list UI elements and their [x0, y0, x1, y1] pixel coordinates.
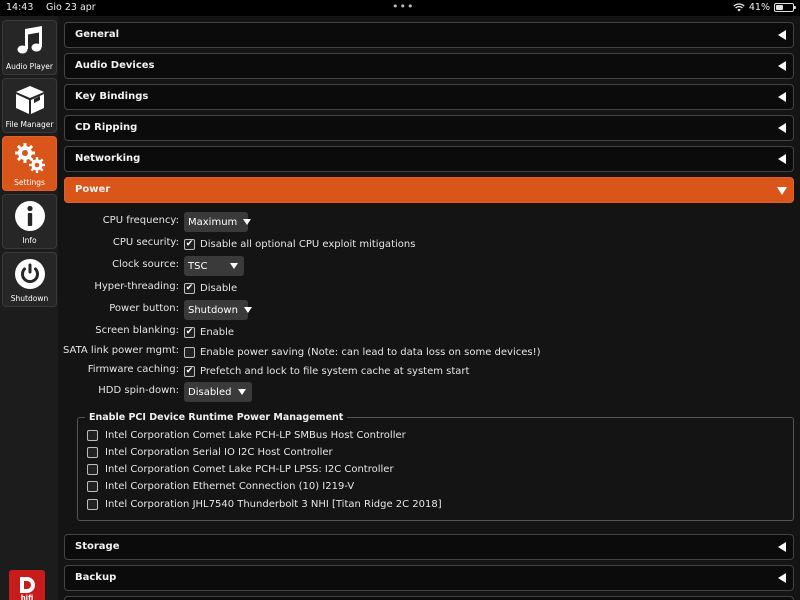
screen-blanking-label: Screen blanking:	[95, 325, 179, 336]
collapse-arrow-icon	[778, 573, 786, 583]
pci-device-item	[87, 462, 394, 477]
power-button-select[interactable]	[184, 300, 248, 320]
wifi-icon	[733, 3, 745, 12]
section-title: Storage	[75, 541, 120, 552]
pci-device-checkbox[interactable]	[87, 499, 98, 510]
battery-icon	[774, 3, 794, 12]
select-value: Shutdown	[188, 304, 238, 316]
chevron-down-icon	[243, 219, 251, 225]
pci-device-item	[87, 479, 354, 494]
pci-power-legend: Enable PCI Device Runtime Power Management	[85, 412, 347, 423]
power-button-label: Power button:	[109, 303, 179, 314]
clock-source-select[interactable]	[184, 256, 244, 276]
sidebar	[0, 16, 58, 600]
status-right	[733, 2, 794, 13]
firmware-caching-checkbox[interactable]: ✔	[185, 365, 194, 376]
sidebar-item-settings[interactable]	[2, 136, 57, 191]
sidebar-item-shutdown[interactable]	[2, 252, 57, 307]
row-hdd-spin-down	[58, 382, 800, 402]
app-logo	[9, 570, 45, 600]
checkbox-text: Prefetch and lock to file system cache at system start	[200, 365, 470, 377]
sidebar-item-audio-player[interactable]	[2, 20, 57, 75]
collapse-arrow-icon	[778, 542, 786, 552]
multitasking-dots-icon[interactable]: •••	[392, 0, 415, 13]
checkbox-text: Enable	[200, 326, 235, 338]
section-title: Power	[75, 184, 111, 195]
info-icon	[13, 199, 47, 233]
hyper-threading-checkbox[interactable]: ✔	[185, 282, 194, 293]
collapse-arrow-icon	[778, 92, 786, 102]
checkbox-text: Disable all optional CPU exploit mitigations	[200, 238, 416, 250]
sidebar-item-label: Info	[22, 236, 37, 245]
pci-device-checkbox[interactable]	[87, 430, 98, 441]
gears-icon	[13, 141, 47, 175]
sidebar-item-label: Audio Player	[5, 62, 54, 71]
section-title: Audio Devices	[75, 60, 155, 71]
section-title: Key Bindings	[75, 91, 149, 102]
pci-device-label: Intel Corporation Serial IO I2C Host Controller	[105, 447, 333, 458]
select-value: TSC	[188, 260, 208, 272]
collapse-arrow-icon	[778, 123, 786, 133]
section-general[interactable]	[64, 22, 794, 48]
select-value: Maximum	[188, 216, 238, 228]
sidebar-item-file-manager[interactable]	[2, 78, 57, 133]
cpu-security-checkbox[interactable]: ✔	[185, 238, 194, 249]
section-audio-devices[interactable]	[64, 53, 794, 79]
section-storage[interactable]	[64, 534, 794, 560]
cpu-frequency-select[interactable]	[184, 212, 248, 232]
collapse-arrow-icon	[778, 30, 786, 40]
row-sata-link	[58, 342, 800, 362]
section-title: Networking	[75, 153, 141, 164]
pci-device-item	[87, 445, 333, 460]
status-time: 14:43	[6, 2, 34, 13]
hdd-spin-down-label: HDD spin-down:	[98, 385, 179, 396]
section-title: General	[75, 29, 119, 40]
chevron-down-icon	[244, 307, 252, 313]
section-title: Backup	[75, 572, 117, 583]
pci-device-item	[87, 497, 442, 512]
chevron-down-icon	[238, 389, 246, 395]
section-backup[interactable]	[64, 565, 794, 591]
status-date: Gio 23 apr	[46, 2, 96, 13]
cpu-security-label: CPU security:	[112, 237, 179, 248]
row-screen-blanking	[58, 322, 800, 342]
hyper-threading-label: Hyper-threading:	[94, 281, 179, 292]
sidebar-item-label: File Manager	[5, 120, 54, 129]
row-cpu-security	[58, 234, 800, 254]
power-icon	[13, 257, 47, 291]
section-key-bindings[interactable]	[64, 84, 794, 110]
pci-device-checkbox[interactable]	[87, 447, 98, 458]
sidebar-item-info[interactable]	[2, 194, 57, 249]
logo-text: hifi	[20, 593, 34, 600]
box-icon	[13, 83, 47, 117]
status-bar	[0, 0, 800, 16]
sata-link-label: SATA link power mgmt:	[62, 345, 179, 356]
row-firmware-caching	[58, 361, 800, 381]
pci-device-checkbox[interactable]	[87, 464, 98, 475]
checkbox-text: Disable	[200, 282, 238, 294]
row-power-button	[58, 300, 800, 320]
pci-device-label: Intel Corporation JHL7540 Thunderbolt 3 NHI [Titan Ridge 2C 2018]	[105, 499, 442, 510]
checkbox-text: Enable power saving (Note: can lead to data loss on some devices!)	[200, 346, 541, 358]
hdd-spin-down-select[interactable]	[184, 382, 252, 402]
sidebar-item-label: Settings	[14, 178, 45, 187]
clock-source-label: Clock source:	[112, 259, 179, 270]
row-clock-source	[58, 256, 800, 276]
pci-device-label: Intel Corporation Comet Lake PCH-LP LPSS: I2C Controller	[105, 464, 394, 475]
firmware-caching-label: Firmware caching:	[87, 364, 179, 375]
collapse-arrow-icon	[778, 154, 786, 164]
section-power[interactable]	[64, 177, 794, 203]
expand-arrow-icon	[777, 187, 787, 195]
chevron-down-icon	[230, 263, 238, 269]
section-networking[interactable]	[64, 146, 794, 172]
pci-device-label: Intel Corporation Ethernet Connection (10) I219-V	[105, 481, 355, 492]
section-next-partial[interactable]	[64, 596, 794, 600]
music-note-icon	[13, 25, 47, 59]
row-cpu-frequency	[58, 212, 800, 232]
sata-link-checkbox[interactable]	[184, 347, 195, 358]
sidebar-item-label: Shutdown	[10, 294, 49, 303]
row-hyper-threading	[58, 278, 800, 298]
pci-device-label: Intel Corporation Comet Lake PCH-LP SMBus Host Controller	[105, 430, 406, 441]
section-cd-ripping[interactable]	[64, 115, 794, 141]
cpu-frequency-label: CPU frequency:	[102, 215, 179, 226]
pci-device-item	[87, 428, 406, 443]
settings-content	[58, 16, 800, 600]
logo-d-icon	[16, 575, 38, 595]
battery-percent: 41%	[748, 2, 770, 13]
select-value: Disabled	[188, 386, 232, 398]
screen-blanking-checkbox[interactable]: ✔	[185, 326, 194, 337]
collapse-arrow-icon	[778, 61, 786, 71]
section-title: CD Ripping	[75, 122, 138, 133]
pci-device-checkbox[interactable]	[87, 481, 98, 492]
